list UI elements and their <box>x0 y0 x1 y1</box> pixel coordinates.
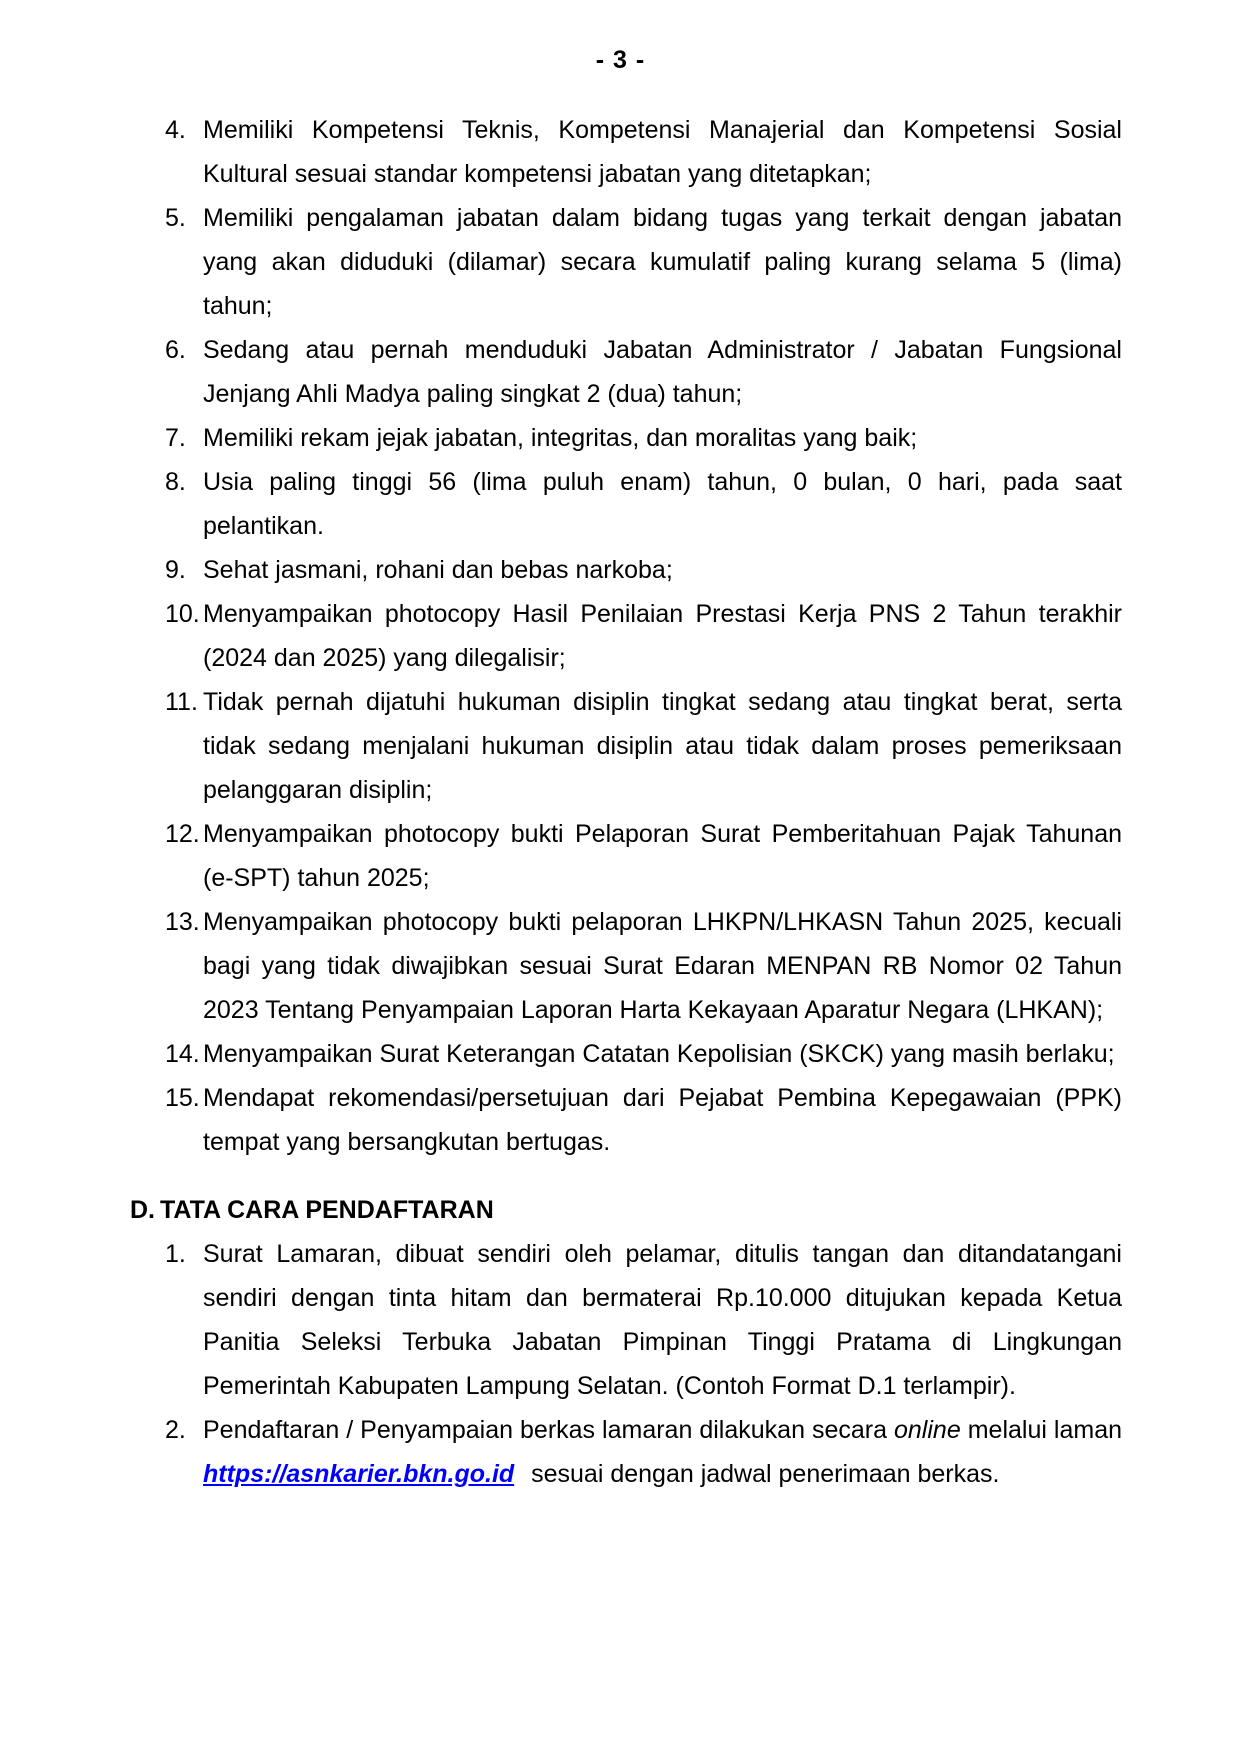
list-item-7 <box>165 416 1122 460</box>
list-item-text: Menyampaikan photocopy bukti pelaporan LHKPN/LHKASN Tahun 2025, kecuali bagi yang tidak diwajibkan sesuai Surat Edaran MENPAN RB Nomor 02 Tahun 2023 Tentang Penyampaian Laporan Harta Kekayaan Aparatur Negara (LHKAN); <box>203 908 1122 1024</box>
section-d-heading <box>130 1188 1241 1232</box>
step-number: 2. <box>165 1416 186 1444</box>
step-number: 1. <box>165 1240 186 1268</box>
list-item-text: Usia paling tinggi 56 (lima puluh enam) tahun, 0 bulan, 0 hari, pada saat pelantikan. <box>203 468 1122 540</box>
list-item-12 <box>165 812 1122 900</box>
list-item-number: 6. <box>165 336 186 364</box>
step-text-part3: sesuai dengan jadwal penerimaan berkas. <box>524 1460 1000 1488</box>
list-item-text: Menyampaikan Surat Keterangan Catatan Kepolisian (SKCK) yang masih berlaku; <box>203 1040 1115 1068</box>
list-item-number: 11. <box>165 688 198 716</box>
list-item-5 <box>165 196 1122 328</box>
list-item-15 <box>165 1076 1122 1164</box>
list-item-number: 5. <box>165 204 186 232</box>
online-word: online <box>894 1416 961 1444</box>
list-item-text: Memiliki rekam jejak jabatan, integritas, dan moralitas yang baik; <box>203 424 918 452</box>
list-item-9 <box>165 548 1122 592</box>
list-item-number: 4. <box>165 116 186 144</box>
list-item-text: Memiliki pengalaman jabatan dalam bidang tugas yang terkait dengan jabatan yang akan diduduki (dilamar) secara kumulatif paling kurang selama 5 (lima) tahun; <box>203 204 1122 320</box>
list-item-number: 9. <box>165 556 186 584</box>
list-item-13 <box>165 900 1122 1032</box>
page-number: - 3 - <box>595 46 646 74</box>
list-item-number: 10. <box>165 600 200 628</box>
list-item-text: Menyampaikan photocopy Hasil Penilaian Prestasi Kerja PNS 2 Tahun terakhir (2024 dan 2025) yang dilegalisir; <box>203 600 1122 672</box>
list-item-14 <box>165 1032 1122 1076</box>
list-item-8 <box>165 460 1122 548</box>
list-item-text: Memiliki Kompetensi Teknis, Kompetensi Manajerial dan Kompetensi Sosial Kultural sesuai standar kompetensi jabatan yang ditetapkan; <box>203 116 1122 188</box>
list-item-10 <box>165 592 1122 680</box>
registration-steps-list <box>165 1232 1122 1496</box>
asnkarier-link[interactable]: https://asnkarier.bkn.go.id <box>203 1460 515 1488</box>
list-item-text: Tidak pernah dijatuhi hukuman disiplin tingkat sedang atau tingkat berat, serta tidak sedang menjalani hukuman disiplin atau tidak dalam proses pemeriksaan pelanggaran disiplin; <box>203 688 1122 804</box>
list-item-number: 8. <box>165 468 186 496</box>
step-text: Surat Lamaran, dibuat sendiri oleh pelamar, ditulis tangan dan ditandatangani sendiri dengan tinta hitam dan bermaterai Rp.10.000 ditujukan kepada Ketua Panitia Seleksi Terbuka Jabatan Pimpinan Tinggi Pratama di Lingkungan Pemerintah Kabupaten Lampung Selatan. (Contoh Format D.1 terlampir). <box>203 1240 1122 1400</box>
list-item-text: Mendapat rekomendasi/persetujuan dari Pejabat Pembina Kepegawaian (PPK) tempat yang bersangkutan bertugas. <box>203 1084 1122 1156</box>
list-item-text: Sedang atau pernah menduduki Jabatan Administrator / Jabatan Fungsional Jenjang Ahli Madya paling singkat 2 (dua) tahun; <box>203 336 1122 408</box>
list-item-number: 12. <box>165 820 200 848</box>
list-item-6 <box>165 328 1122 416</box>
list-item-number: 13. <box>165 908 200 936</box>
section-label: D. <box>130 1196 155 1224</box>
step-text-part1: Pendaftaran / Penyampaian berkas lamaran dilakukan secara <box>203 1416 894 1444</box>
section-title: TATA CARA PENDAFTARAN <box>160 1196 494 1224</box>
requirements-list <box>165 108 1122 1164</box>
list-item-number: 7. <box>165 424 186 452</box>
list-item-text: Sehat jasmani, rohani dan bebas narkoba; <box>203 556 673 584</box>
list-item-number: 14. <box>165 1040 200 1068</box>
step-item-1 <box>165 1232 1122 1408</box>
list-item-11 <box>165 680 1122 812</box>
step-text-part2: melalui laman <box>960 1416 1123 1444</box>
list-item-number: 15. <box>165 1084 200 1112</box>
list-item-4 <box>165 108 1122 196</box>
list-item-text: Menyampaikan photocopy bukti Pelaporan Surat Pemberitahuan Pajak Tahunan (e-SPT) tahun 2025; <box>203 820 1122 892</box>
step-item-2 <box>165 1408 1122 1496</box>
